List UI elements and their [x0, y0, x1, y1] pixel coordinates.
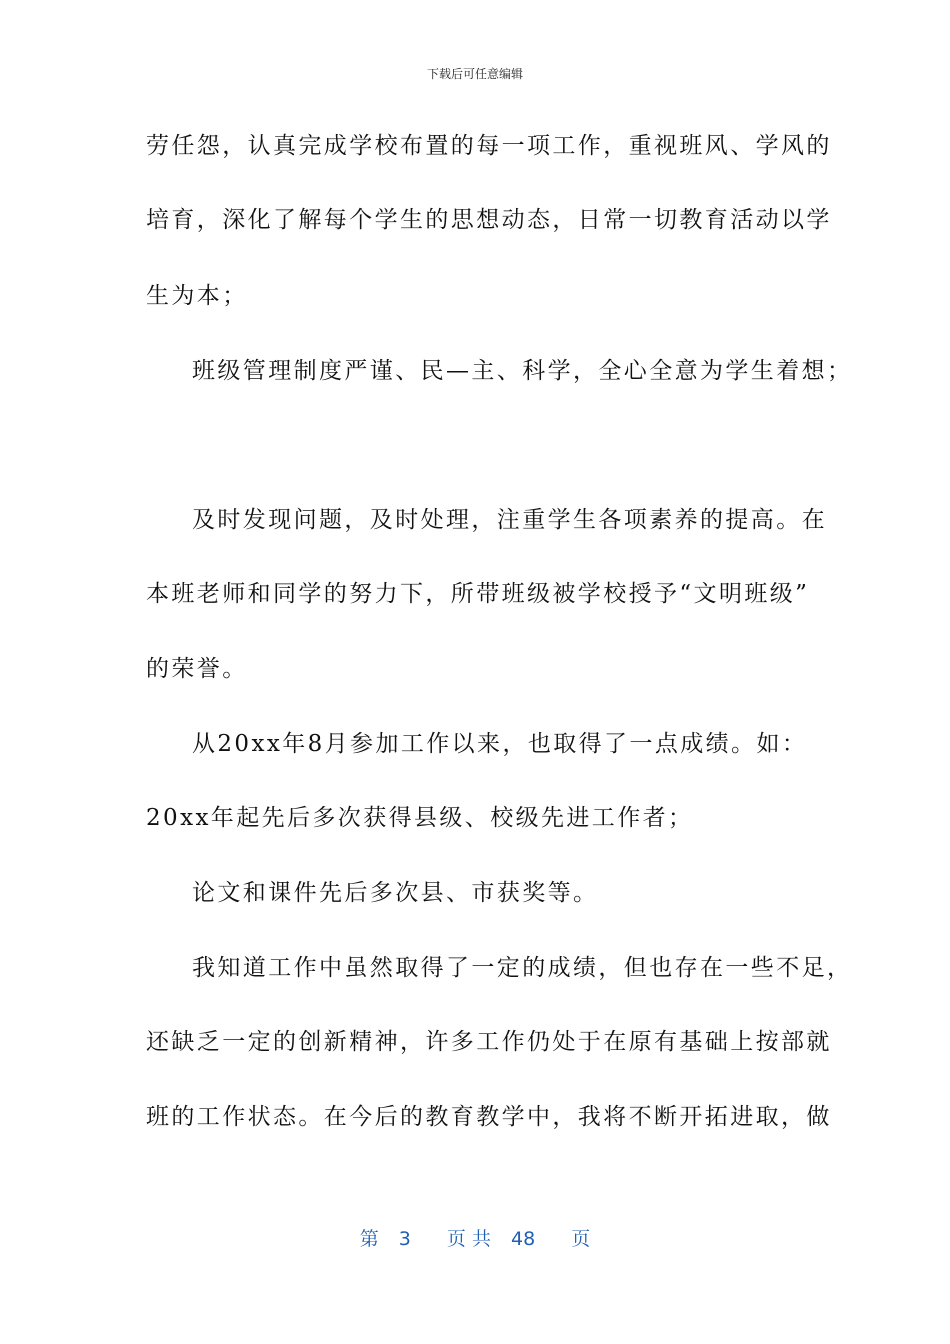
text-line: 20xx年起先后多次获得县级、校级先进工作者；	[146, 805, 694, 831]
footer-suffix: 页	[571, 1228, 591, 1250]
text-line: 论文和课件先后多次县、市获奖等。	[192, 880, 599, 906]
text-line: 还缺乏一定的创新精神，许多工作仍处于在原有基础上按部就	[146, 1029, 832, 1055]
page-header-note: 下载后可任意编辑	[426, 67, 523, 81]
page-number-footer	[0, 1226, 950, 1252]
text-line: 我知道工作中虽然取得了一定的成绩，但也存在一些不足，	[192, 955, 853, 981]
text-line: 及时发现问题，及时处理，注重学生各项素养的提高。在	[192, 507, 827, 533]
text-line: 劳任怨，认真完成学校布置的每一项工作，重视班风、学风的	[146, 133, 832, 159]
footer-prefix: 第	[359, 1228, 379, 1250]
text-line: 的荣誉。	[146, 656, 248, 682]
total-pages-number: 48	[511, 1228, 536, 1250]
text-line: 班级管理制度严谨、民—主、科学，全心全意为学生着想；	[192, 358, 853, 384]
footer-middle: 页 共	[446, 1228, 491, 1250]
text-line: 从20xx年8月参加工作以来，也取得了一点成绩。如：	[192, 731, 808, 757]
text-line: 培育，深化了解每个学生的思想动态，日常一切教育活动以学	[146, 207, 832, 233]
text-line: 班的工作状态。在今后的教育教学中，我将不断开拓进取，做	[146, 1104, 832, 1130]
text-line: 本班老师和同学的努力下，所带班级被学校授予“文明班级”	[146, 581, 810, 607]
text-line: 生为本；	[146, 283, 248, 309]
current-page-number: 3	[398, 1228, 411, 1250]
